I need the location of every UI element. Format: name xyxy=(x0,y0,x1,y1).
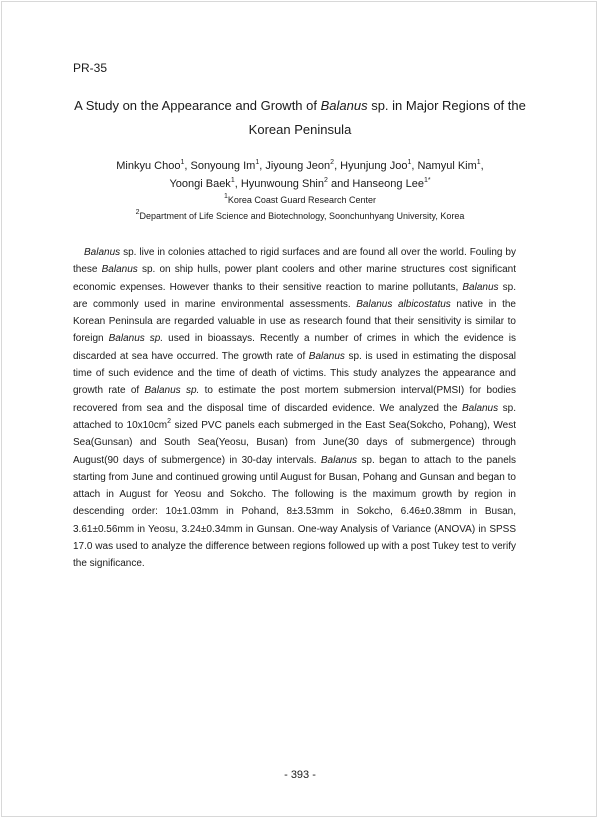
abstract-text: sp. began to attach to the panels starting from June and continued growing until August for Busan, Pohang and Gunsan and began to attach in August for Yeosu and Sokcho. The following is the maximum growth by region in descending order: 10±1.03mm in Pohand, 8±3.53mm in Sokcho, 6.46±0.38mm in Busan, 3.61±0.56mm in Yeosu, 3.24±0.34mm in Gunsan. One-way Analysis of Variance (ANOVA) in SPSS 17.0 was used to analyze the difference between regions followed up with a post Tukey test to verify the significance. xyxy=(73,454,517,570)
author-affiliation-mark: 1 xyxy=(407,159,412,166)
species-name: Balanus xyxy=(462,281,499,293)
affiliation-mark: 1 xyxy=(224,193,228,200)
superscript: 2 xyxy=(167,417,172,425)
author-affiliation-mark: 1* xyxy=(423,177,431,184)
affiliation-2 xyxy=(40,210,560,222)
species-name: Balanus sp. xyxy=(108,333,164,345)
author-affiliation-mark: 1 xyxy=(255,159,260,166)
title-text-1: A Study on the Appearance and Growth of xyxy=(74,98,321,113)
author-name: Minkyu Choo xyxy=(116,160,181,172)
affiliation-text: Korea Coast Guard Research Center xyxy=(227,195,376,205)
species-name: Balanus xyxy=(320,454,358,466)
page-number: - 393 - xyxy=(284,769,316,781)
abstract-body xyxy=(73,244,516,573)
author-affiliation-mark: 2 xyxy=(330,159,335,166)
abstract-text: used in bioassays. Recently a number of crimes in which the evidence is discarded at sea have occurred. The growth rate of xyxy=(73,333,516,362)
author-name: , Jiyoung Jeon xyxy=(259,160,331,172)
species-name: Balanus albicostatus xyxy=(356,298,451,310)
author-name: , Sonyoung Im xyxy=(184,160,256,172)
abstract-text: sp. is used in estimating the disposal time of such evidence and the time of death of victims. This study analyzes the appearance and growth rate of xyxy=(73,350,516,397)
abstract-text: native in the Korean Peninsula are regarded valuable in use as research found that their sensitivity is similar to foreign xyxy=(73,298,516,345)
title-line-2: Korean Peninsula xyxy=(248,122,352,137)
author-name: , Namyul Kim xyxy=(411,160,477,172)
abstract-text: sized PVC panels each submerged in the East Sea(Sokcho, Pohang), West Sea(Gunsan) and South Sea(Yeosu, Busan) from June(30 days of submergence) through August(90 days of submergence) in 30-day intervals. xyxy=(73,419,516,466)
abstract-text: sp. attached to 10x10cm xyxy=(73,402,517,431)
abstract-text: sp. on ship hulls, power plant coolers and other marine structures cost significant economic expenses. However thanks to their sensitive reaction to marine pollutants, xyxy=(73,264,516,293)
presentation-code: PR-35 xyxy=(73,61,108,75)
affiliation-text: Department of Life Science and Biotechnology, Soonchunhyang University, Korea xyxy=(139,211,465,221)
abstract-text: sp. live in colonies attached to rigid surfaces and are found all over the world. Fouling by these xyxy=(73,247,516,276)
author-name: Yoongi Baek xyxy=(169,178,231,190)
author-name: and Hanseong Lee xyxy=(327,178,424,190)
author-name: , Hyunwoung Shin xyxy=(234,178,324,190)
abstract-text: to estimate the post mortem submersion interval(PMSI) for bodies recovered from sea and the disposal time of discarded evidence. We analyzed the xyxy=(73,385,516,414)
species-name: Balanus xyxy=(101,264,138,276)
author-affiliation-mark: 1 xyxy=(180,159,185,166)
abstract-text: sp. are commonly used in marine environmental assessments. xyxy=(73,281,516,310)
species-name: Balanus xyxy=(461,402,499,414)
title-genus: Balanus xyxy=(320,98,368,113)
author-affiliation-mark: 1 xyxy=(476,159,481,166)
species-name: Balanus xyxy=(308,350,345,362)
title-text-2: sp. in Major Regions of the xyxy=(367,98,526,113)
author-name: , Hyunjung Joo xyxy=(334,160,408,172)
affiliation-1 xyxy=(40,194,560,206)
author-affiliation-mark: 2 xyxy=(324,177,328,184)
author-list xyxy=(40,157,560,193)
species-name: Balanus sp. xyxy=(144,385,200,397)
species-name: Balanus xyxy=(84,247,121,258)
author-separator: , xyxy=(480,160,484,172)
affiliation-mark: 2 xyxy=(135,209,140,216)
author-affiliation-mark: 1 xyxy=(230,177,235,184)
paper-title xyxy=(40,94,560,142)
